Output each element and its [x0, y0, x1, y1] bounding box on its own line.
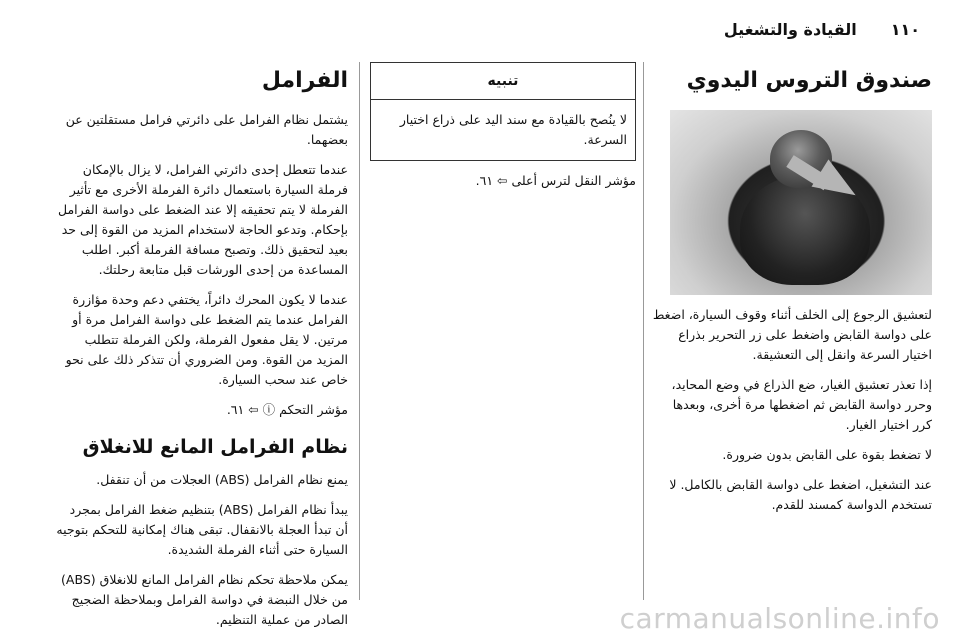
- section-title: الفرامل: [261, 68, 348, 93]
- cross-reference: مؤشر التحكم ⓘ ⇦ ٦١.: [226, 402, 348, 417]
- paragraph: لتعشيق الرجوع إلى الخلف أثناء وقوف السيارة، اضغط على دواسة القابض واضغط على زر التحرير بذراع اختيار السرعة وانقل إلى التعشيقة.: [652, 307, 932, 362]
- page-header: [56, 14, 920, 44]
- gear-shifter-photo: [670, 110, 932, 295]
- chapter-title: القيادة والتشغيل: [723, 19, 857, 39]
- paragraph: لا تضغط بقوة على القابض بدون ضرورة.: [722, 447, 932, 462]
- notice-column: [370, 62, 636, 201]
- subsection-title: نظام الفرامل المانع للانغلاق: [82, 436, 348, 458]
- manual-gearbox-section: [650, 62, 932, 525]
- paragraph: عندما لا يكون المحرك دائراً، يختفي دعم وحدة مؤازرة الفرامل عندما يتم الضغط على دواسة الفرامل مرة أو مرتين. لا يقل مفعول الفرملة، ولكن الفرملة تتطلب المزيد من القوة. ومن الضروري أن تتذكر ذلك على نحو خاص عند سحب السيارة.: [65, 292, 348, 387]
- watermark: carmanualsonline.info: [619, 602, 940, 635]
- notice-box: [370, 62, 636, 161]
- section-title: صندوق التروس اليدوي: [686, 68, 932, 93]
- notice-body: لا ينُصح بالقيادة مع سند اليد على ذراع اختيار السرعة.: [399, 112, 627, 147]
- paragraph: يبدأ نظام الفرامل (ABS) بتنظيم ضغط الفرامل بمجرد أن تبدأ العجلة بالانقفال. تبقى هناك إمكانية للتحكم بتوجيه السيارة حتى أثناء الفرملة الشديدة.: [56, 502, 348, 557]
- page-number: ١١٠: [890, 19, 920, 39]
- brakes-section: [56, 62, 348, 640]
- column-divider: [643, 62, 644, 600]
- paragraph: يمنع نظام الفرامل (ABS) العجلات من أن تنقفل.: [96, 472, 348, 487]
- paragraph: يمكن ملاحظة تحكم نظام الفرامل المانع للانغلاق (ABS) من خلال النبضة في دواسة الفرامل وبملاحظة الضجيج الصادر من عملية التنظيم.: [61, 572, 348, 627]
- paragraph: عندما تتعطل إحدى دائرتي الفرامل، لا يزال بالإمكان فرملة السيارة باستعمال دائرة الفرملة الأخرى مع تأثير الفرملة لا يتم تحقيقه إلا عند الضغط على دواسة الفرامل بإحكام. وتدعو الحاجة لاستخدام المزيد من القوة إلى حد بعيد لتحقيق ذلك. وتصبح مسافة الفرملة أكبر. اطلب المساعدة من إحدى الورشات قبل متابعة رحلتك.: [58, 162, 348, 277]
- paragraph: عند التشغيل، اضغط على دواسة القابض بالكامل. لا تستخدم الدواسة كمسند للقدم.: [669, 477, 932, 512]
- notice-title: تنبيه: [371, 63, 635, 100]
- cross-reference: مؤشر النقل لترس أعلى ⇦ ٦١.: [475, 173, 636, 188]
- paragraph: إذا تعذر تعشيق الغيار، ضع الذراع في وضع المحايد، وحرر دواسة القابض ثم اضغطها مرة أخرى، وبعدها كرر اختيار الغيار.: [671, 377, 932, 432]
- paragraph: يشتمل نظام الفرامل على دائرتي فرامل مستقلتين عن بعضهما.: [65, 112, 348, 147]
- column-divider: [359, 62, 360, 600]
